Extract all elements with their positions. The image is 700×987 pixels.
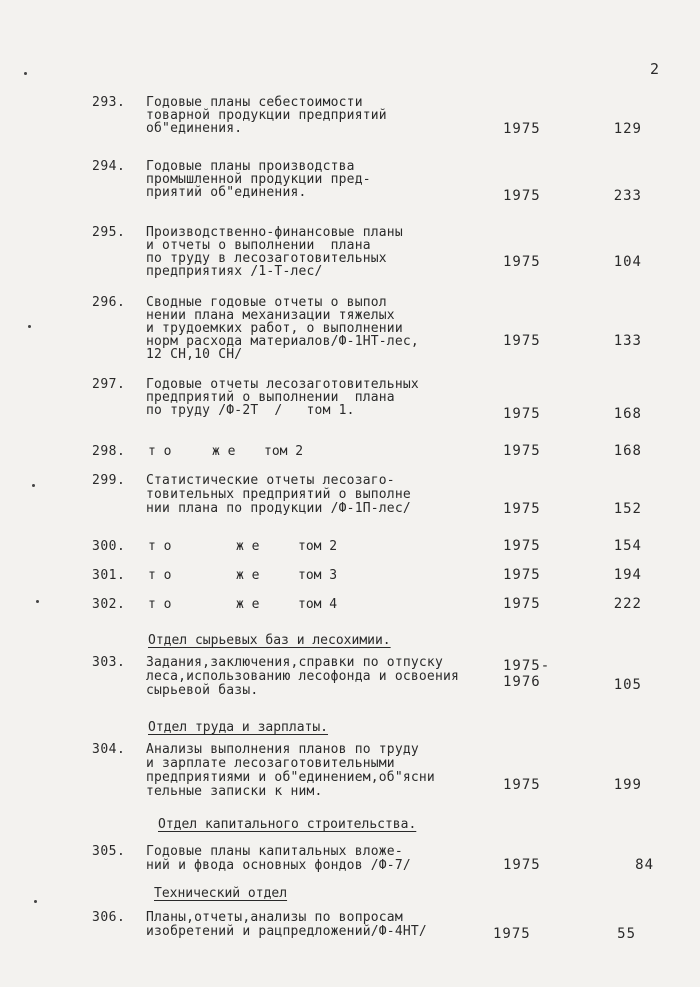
volume-label: том 2 xyxy=(264,444,304,459)
entry-number: 296. xyxy=(92,295,126,310)
section-heading-raw-materials: Отдел сырьевых баз и лесохимии. xyxy=(148,633,391,648)
entry-year: 1975 xyxy=(503,443,541,459)
entry-sheet-count: 152 xyxy=(613,501,642,517)
entry-title-line: Анализы выполнения планов по труду xyxy=(146,742,419,757)
entry-sheet-count: 129 xyxy=(613,121,642,137)
entry-number: 303. xyxy=(92,655,126,670)
ditto-mark: ж е xyxy=(236,539,260,554)
entry-number: 293. xyxy=(92,95,126,110)
entry-title-line: приятий об"единения. xyxy=(146,185,307,200)
entry-title-line: Годовые отчеты лесозаготовительных xyxy=(146,377,419,392)
entry-title-line: норм расхода материалов/Ф-1НТ-лес, xyxy=(146,334,419,349)
ditto-mark: ж е xyxy=(236,568,260,583)
entry-sheet-count: 222 xyxy=(613,596,642,612)
volume-label: том 3 xyxy=(298,568,338,583)
entry-sheet-count: 154 xyxy=(613,538,642,554)
entry-number: 305. xyxy=(92,844,126,859)
entry-title-line: Годовые планы капитальных вложе- xyxy=(146,844,403,859)
entry-title-line: 12 СН,10 СН/ xyxy=(146,347,243,362)
entry-year: 1975 xyxy=(503,501,541,517)
entry-number: 300. xyxy=(92,539,126,554)
ditto-mark: ж е xyxy=(236,597,260,612)
entry-title-line: и отчеты о выполнении плана xyxy=(146,238,371,253)
entry-sheet-count: 168 xyxy=(613,443,642,459)
entry-title-line: нении плана механизации тяжелых xyxy=(146,308,395,323)
entry-title-line: по труду в лесозаготовительных xyxy=(146,251,387,266)
entry-year: 1975- xyxy=(503,658,551,674)
entry-title-line: Планы,отчеты,анализы по вопросам xyxy=(146,910,403,925)
entry-sheet-count: 168 xyxy=(613,406,642,422)
entry-year: 1975 xyxy=(493,926,531,942)
entry-year: 1975 xyxy=(503,121,541,137)
entry-title-line: тельные записки к ним. xyxy=(146,784,323,799)
entry-title-line: и трудоемких работ, о выполнении xyxy=(146,321,403,336)
binding-mark xyxy=(36,600,39,603)
entry-year: 1975 xyxy=(503,254,541,270)
ditto-mark: т о xyxy=(148,444,172,459)
entry-year: 1975 xyxy=(503,857,541,873)
entry-year: 1975 xyxy=(503,333,541,349)
section-heading-labor: Отдел труда и зарплаты. xyxy=(148,720,329,735)
entry-year: 1975 xyxy=(503,596,541,612)
entry-title-line: товительных предприятий о выполне xyxy=(146,487,411,502)
entry-title-line: по труду /Ф-2Т / том 1. xyxy=(146,403,355,418)
entry-sheet-count: 133 xyxy=(613,333,642,349)
entry-year: 1975 xyxy=(503,777,541,793)
section-heading-capital-construction: Отдел капитального строительства. xyxy=(158,817,417,832)
binding-mark xyxy=(34,900,37,903)
entry-title-line: предприятиях /1-Т-лес/ xyxy=(146,264,323,279)
entry-sheet-count: 105 xyxy=(613,677,642,693)
entry-title-line: нии плана по продукции /Ф-1П-лес/ xyxy=(146,501,411,516)
entry-number: 297. xyxy=(92,377,126,392)
ditto-mark: т о xyxy=(148,597,172,612)
binding-mark xyxy=(32,484,35,487)
page-number: 2 xyxy=(650,60,660,78)
entry-year: 1975 xyxy=(503,538,541,554)
entry-title-line: Годовые планы себестоимости xyxy=(146,95,363,110)
entry-sheet-count: 233 xyxy=(613,188,642,204)
entry-sheet-count: 199 xyxy=(613,777,642,793)
entry-title-line: об"единения. xyxy=(146,121,243,136)
entry-title-line: ний и фвода основных фондов /Ф-7/ xyxy=(146,858,411,873)
binding-mark xyxy=(24,72,27,75)
entry-title-line: Задания,заключения,справки по отпуску xyxy=(146,655,443,670)
entry-title-line: изобретений и рацпредложений/Ф-4НТ/ xyxy=(146,924,427,939)
entry-sheet-count: 104 xyxy=(613,254,642,270)
ditto-mark: ж е xyxy=(212,444,236,459)
entry-title-line: сырьевой базы. xyxy=(146,683,259,698)
binding-mark xyxy=(28,325,31,328)
volume-label: том 4 xyxy=(298,597,338,612)
entry-year-end: 1976 xyxy=(503,674,541,690)
section-heading-technical: Технический отдел xyxy=(154,886,288,901)
entry-sheet-count: 84 xyxy=(635,857,654,873)
ditto-mark: т о xyxy=(148,568,172,583)
entry-sheet-count: 55 xyxy=(617,926,636,942)
entry-year: 1975 xyxy=(503,406,541,422)
volume-label: том 2 xyxy=(298,539,338,554)
entry-number: 294. xyxy=(92,159,126,174)
entry-title-line: предприятиями и об"единением,об"ясни xyxy=(146,770,435,785)
entry-title-line: товарной продукции предприятий xyxy=(146,108,387,123)
entry-number: 306. xyxy=(92,910,126,925)
ditto-mark: т о xyxy=(148,539,172,554)
entry-title-line: Статистические отчеты лесозаго- xyxy=(146,473,395,488)
entry-title-line: Производственно-финансовые планы xyxy=(146,225,403,240)
entry-number: 295. xyxy=(92,225,126,240)
entry-year: 1975 xyxy=(503,188,541,204)
entry-title-line: предприятий о выполнении плана xyxy=(146,390,395,405)
entry-sheet-count: 194 xyxy=(613,567,642,583)
entry-number: 304. xyxy=(92,742,126,757)
entry-number: 299. xyxy=(92,473,126,488)
entry-year: 1975 xyxy=(503,567,541,583)
entry-number: 302. xyxy=(92,597,126,612)
entry-title-line: Годовые планы производства xyxy=(146,159,355,174)
entry-title-line: леса,использованию лесофонда и освоения xyxy=(146,669,460,684)
entry-title-line: промышленной продукции пред- xyxy=(146,172,371,187)
entry-number: 301. xyxy=(92,568,126,583)
entry-title-line: Сводные годовые отчеты о выпол xyxy=(146,295,387,310)
entry-title-line: и зарплате лесозаготовительными xyxy=(146,756,395,771)
entry-number: 298. xyxy=(92,444,126,459)
